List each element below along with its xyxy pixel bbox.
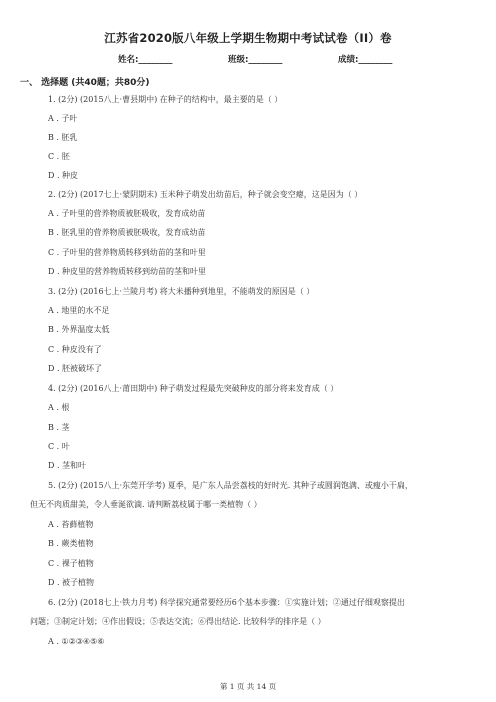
question-stem: 5. (2分) (2015八上·东莞开学考) 夏季，是广东人品尝荔枝的好时光. 其种子或圆润饱满、或瘦小干扁， [48, 481, 413, 490]
option: C . 子叶里的营养物质转移到幼苗的茎和叶里 [48, 248, 206, 257]
option: B . 外界温度太低 [48, 325, 110, 334]
score-field: 成绩:________ [338, 55, 393, 65]
option: B . 胚乳里的营养物质被胚吸收，发育成幼苗 [48, 228, 206, 237]
option: A . ①②③④⑤⑥ [48, 637, 105, 646]
option: D . 茎和叶 [48, 461, 87, 470]
class-field: 班级:________ [228, 55, 283, 65]
section-heading: 一、 选择题 (共40题；共80分) [20, 78, 150, 88]
option: D . 种皮里的营养物质转移到幼苗的茎和叶里 [48, 267, 207, 276]
exam-title: 江苏省2020版八年级上学期生物期中考试试卷（II）卷 [104, 31, 392, 45]
option: B . 蕨类植物 [48, 539, 94, 548]
question-stem: 6. (2分) (2018七上·铁力月考) 科学探究通常要经历6个基本步骤：①实施计划；②通过仔细观察提出 [48, 598, 405, 607]
question-stem-continued: 但无不肉质甜美，令人垂涎欲滴. 请判断荔枝属于哪一类植物（ ） [30, 500, 262, 509]
option: D . 种皮 [48, 171, 79, 180]
option: B . 胚乳 [48, 133, 78, 142]
option: C . 裸子植物 [48, 559, 94, 568]
option: A . 根 [48, 403, 70, 412]
option: A . 苔藓植物 [48, 520, 94, 529]
option: C . 叶 [48, 442, 70, 451]
question-stem: 3. (2分) (2016七上·兰陵月考) 将大米播种到地里，不能萌发的原因是（ ） [48, 287, 315, 296]
name-field: 姓名:________ [118, 55, 173, 65]
option: C . 胚 [48, 152, 70, 161]
option: A . 地里的水不足 [48, 306, 110, 315]
option: B . 茎 [48, 423, 70, 432]
option: C . 种皮没有了 [48, 345, 102, 354]
question-stem: 4. (2分) (2016八上·莆田期中) 种子萌发过程最先突破种皮的部分将来发育成（ ） [48, 384, 339, 393]
option: A . 子叶里的营养物质被胚吸收，发育成幼苗 [48, 209, 206, 218]
page-footer: 第 1 页 共 14 页 [219, 682, 277, 691]
question-stem-continued: 问题；③制定计划；④作出假设；⑤表达交流；⑥得出结论. 比较科学的排序是（ ） [30, 617, 326, 626]
option: A . 子叶 [48, 114, 78, 123]
question-stem: 1. (2分) (2015八上·曹县期中) 在种子的结构中，最主要的是（ ） [48, 95, 283, 104]
option: D . 胚被破坏了 [48, 364, 103, 373]
option: D . 被子植物 [48, 578, 95, 587]
question-stem: 2. (2分) (2017七上·蒙阴期末) 玉米种子萌发出幼苗后，种子就会变空瘪，这是因为（ ） [48, 190, 363, 199]
